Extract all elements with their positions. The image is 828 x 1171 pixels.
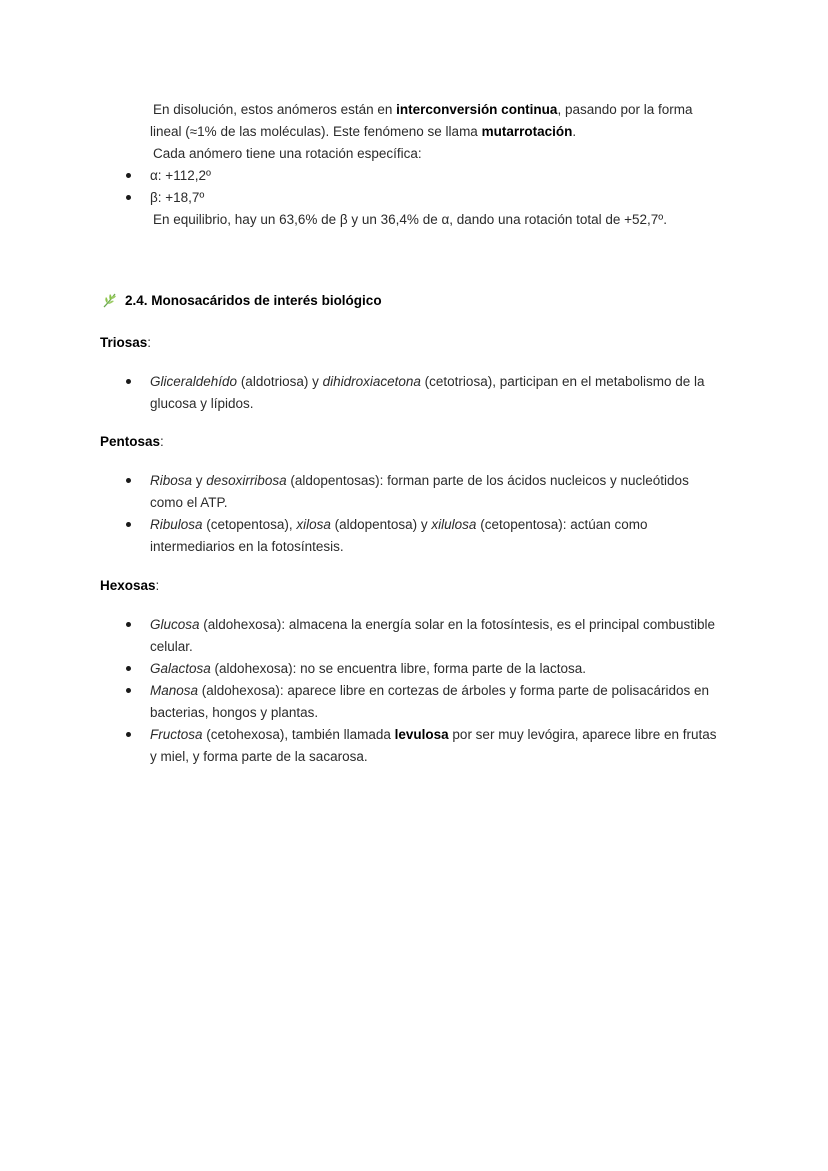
bullet-dot	[126, 666, 131, 671]
intro-line-3: Cada anómero tiene una rotación específica:	[153, 146, 422, 161]
pentosas-item-2: Ribulosa (cetopentosa), xilosa (aldopentosa) y xilulosa (cetopentosa): actúan como	[150, 517, 648, 532]
bullet-dot	[126, 195, 131, 200]
bullet-dot	[126, 688, 131, 693]
bullet-dot	[126, 173, 131, 178]
section-title: 2.4. Monosacáridos de interés biológico	[125, 293, 382, 308]
hexosas-item-3-cont: bacterias, hongos y plantas.	[150, 705, 319, 720]
triosas-item-1: Gliceraldehído (aldotriosa) y dihidroxiacetona (cetotriosa), participan en el metabolismo de la	[150, 374, 705, 389]
pentosas-item-1-cont: como el ATP.	[150, 495, 228, 510]
bullet-dot	[126, 522, 131, 527]
hexosas-item-2: Galactosa (aldohexosa): no se encuentra libre, forma parte de la lactosa.	[150, 661, 587, 676]
bullet-dot	[126, 622, 131, 627]
list-item-alpha: α: +112,2º	[150, 168, 211, 183]
pentosas-label: Pentosas:	[100, 434, 164, 449]
bullet-dot	[126, 478, 131, 483]
bullet-dot	[126, 379, 131, 384]
hexosas-item-4-cont: y miel, y forma parte de la sacarosa.	[150, 749, 368, 764]
leaf-icon	[102, 292, 118, 308]
hexosas-item-1: Glucosa (aldohexosa): almacena la energía solar en la fotosíntesis, es el principal combustible	[150, 617, 716, 632]
intro-line-4: En equilibrio, hay un 63,6% de β y un 36,4% de α, dando una rotación total de +52,7º.	[153, 212, 667, 227]
triosas-item-1-cont: glucosa y lípidos.	[150, 396, 254, 411]
hexosas-item-4: Fructosa (cetohexosa), también llamada levulosa por ser muy levógira, aparece libre en frutas	[150, 727, 717, 742]
bullet-dot	[126, 732, 131, 737]
pentosas-item-2-cont: intermediarios en la fotosíntesis.	[150, 539, 344, 554]
hexosas-label: Hexosas:	[100, 578, 160, 593]
hexosas-item-3: Manosa (aldohexosa): aparece libre en cortezas de árboles y forma parte de polisacáridos en	[150, 683, 710, 698]
pentosas-item-1: Ribosa y desoxirribosa (aldopentosas): forman parte de los ácidos nucleicos y nucleótidos	[150, 473, 689, 488]
hexosas-item-1-cont: celular.	[150, 639, 193, 654]
intro-line-2: lineal (≈1% de las moléculas). Este fenómeno se llama mutarrotación.	[150, 124, 577, 139]
intro-line-1: En disolución, estos anómeros están en interconversión continua, pasando por la forma	[153, 102, 693, 117]
list-item-beta: β: +18,7º	[150, 190, 205, 205]
triosas-label: Triosas:	[100, 335, 152, 350]
